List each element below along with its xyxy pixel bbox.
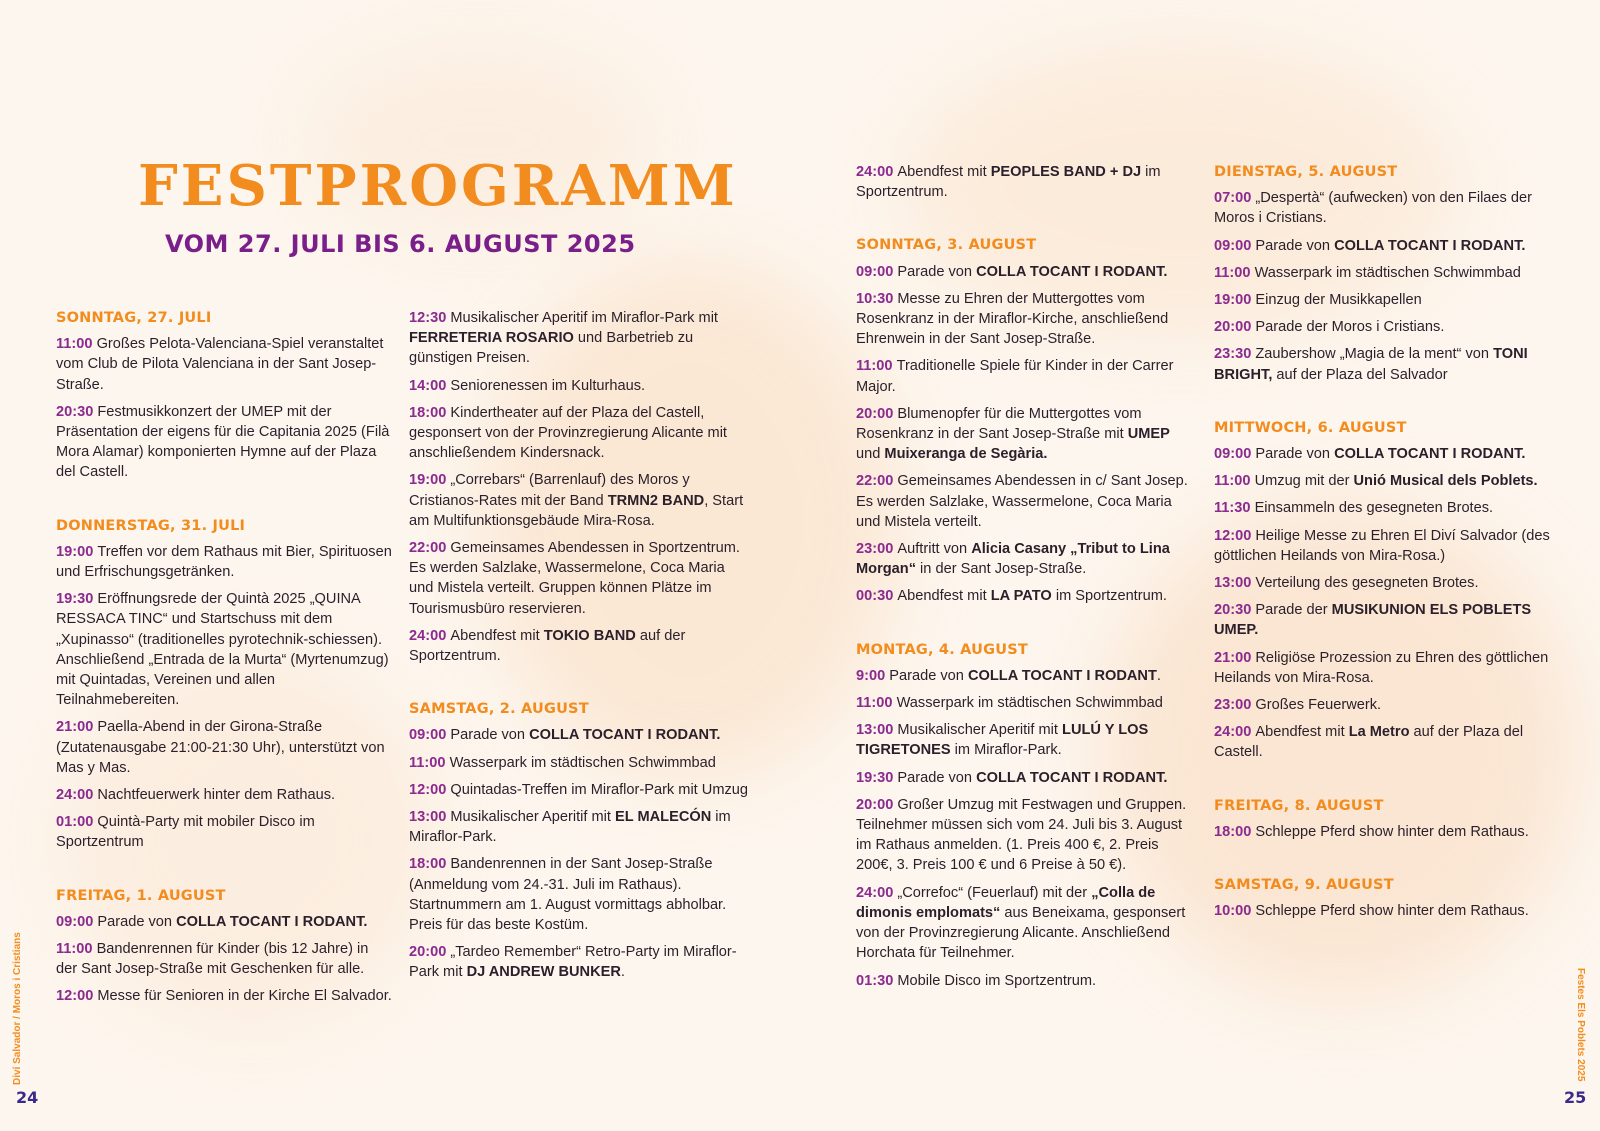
event-text: Auftritt von: [897, 541, 972, 558]
page-number-left: 24: [16, 1088, 39, 1107]
event-item: [56, 589, 392, 710]
event-time: 09:00: [856, 263, 898, 280]
event-text: Traditionelle Spiele für Kinder in der Carrer Major.: [856, 358, 1174, 395]
event-item: [856, 720, 1196, 760]
event-item: [56, 542, 392, 582]
event-text: Abendfest mit: [450, 627, 544, 644]
event-text: EL MALECÓN: [615, 809, 712, 826]
event-time: 12:30: [409, 310, 451, 326]
event-item: [409, 538, 749, 619]
event-time: 09:00: [1214, 446, 1256, 463]
event-text: Großes Feuerwerk.: [1255, 697, 1382, 714]
event-text: Messe zu Ehren der Muttergottes vom Rosenkranz in der Miraflor-Kirche, anschließend Ehrenwein in der Sant Josep-Straße.: [856, 290, 1169, 348]
event-text: Mobile Disco im Sportzentrum.: [897, 972, 1097, 989]
event-item: [856, 586, 1196, 606]
event-text: Parade der Moros i Cristians.: [1255, 319, 1445, 336]
section-gap: [409, 673, 749, 699]
event-item: [1214, 263, 1564, 283]
event-text: Treffen vor dem Rathaus mit Bier, Spirituosen und Erfrischungsgetränken.: [56, 543, 392, 581]
event-text: Kindertheater auf der Plaza del Castell, gesponsert von der Provinzregierung Alicante mit anschließendem Kindersnack.: [409, 404, 727, 462]
section-gap: [856, 209, 1196, 235]
event-text: „Colla de dimonis emplomats“: [856, 884, 1156, 921]
event-text: .: [1156, 667, 1161, 684]
event-text: COLLA TOCANT I RODANT.: [976, 769, 1168, 786]
event-text: COLLA TOCANT I RODANT.: [529, 727, 721, 744]
event-text: im Miraflor-Park.: [409, 809, 731, 846]
event-item: [56, 785, 392, 805]
event-item: [409, 376, 749, 396]
event-time: 21:00: [1214, 649, 1256, 666]
day-heading: SONNTAG, 27. JULI: [56, 310, 212, 326]
event-time: 13:00: [856, 722, 898, 739]
event-text: LULÚ Y LOS TIGRETONES: [856, 722, 1149, 759]
event-text: Parade von: [897, 263, 977, 280]
event-time: 12:00: [1214, 527, 1256, 544]
event-time: 18:00: [1214, 823, 1256, 840]
event-time: 09:00: [1214, 237, 1256, 254]
event-text: im Sportzentrum.: [856, 164, 1161, 201]
event-text: Quintà-Party mit mobiler Disco im Sportzentrum: [56, 814, 315, 851]
event-text: Nachtfeuerwerk hinter dem Rathaus.: [97, 787, 336, 804]
event-time: 11:00: [56, 941, 97, 958]
event-item: [56, 912, 392, 932]
event-item: [1214, 822, 1564, 842]
event-text: Eröffnungsrede der Quintà 2025 „QUINA RESSACA TINC“ und Startschuss mit dem „Xupinasso“ (traditionelles pyrotechnik-schiessen). Anschließend „Entrada de la Murta“ (Myrtenumzug) mit Quintadas, Vereinen und allen Teilnahmebereiten.: [56, 591, 389, 709]
event-text: „Tardeo Remember“ Retro-Party im Miraflor-Park mit: [409, 944, 737, 981]
side-label-right: Festes Els Poblets 2025: [1575, 968, 1586, 1082]
day-heading: FREITAG, 8. AUGUST: [1214, 797, 1384, 814]
day-heading: SAMSTAG, 9. AUGUST: [1214, 877, 1394, 894]
page-subtitle: VOM 27. JULI BIS 6. AUGUST 2025: [165, 230, 636, 258]
event-time: 20:00: [1214, 319, 1256, 336]
event-time: 24:00: [856, 164, 898, 180]
event-text: Zaubershow „Magia de la ment“ von: [1255, 346, 1494, 363]
event-text: TRMN2 BAND: [607, 492, 705, 509]
event-text: auf der Plaza del Salvador: [1272, 366, 1448, 383]
event-text: Muixeranga de Segària.: [884, 446, 1048, 463]
page-number-right: 25: [1564, 1088, 1587, 1107]
event-time: 18:00: [409, 856, 451, 873]
event-text: Parade von: [897, 769, 977, 786]
event-item: [856, 971, 1196, 991]
event-time: 11:00: [56, 336, 97, 353]
event-text: Verteilung des gesegneten Brotes.: [1255, 575, 1479, 592]
event-text: LA PATO: [990, 588, 1052, 605]
event-text: Parade von: [450, 727, 530, 744]
event-item: [1214, 317, 1564, 337]
day-heading: DONNERSTAG, 31. JULI: [56, 517, 246, 534]
event-text: Einsammeln des gesegneten Brotes.: [1254, 500, 1494, 517]
event-item: [856, 162, 1196, 202]
event-time: 10:30: [856, 290, 898, 307]
event-item: [56, 334, 392, 395]
event-text: MUSIKUNION ELS POBLETS UMEP.: [1214, 602, 1532, 639]
event-item: [1214, 471, 1564, 491]
event-time: 00:30: [856, 588, 898, 605]
event-time: 24:00: [56, 787, 98, 804]
event-time: 11:00: [409, 754, 450, 771]
event-text: in der Sant Josep-Straße.: [916, 561, 1087, 578]
event-text: Großer Umzug mit Festwagen und Gruppen. Teilnehmer müssen sich vom 24. Juli bis 3. August im Rathaus anmelden. (1. Preis 400 €, 2. Preis 200€, 3. Preis 100 € und 6 Preise à 50 €).: [856, 796, 1187, 874]
event-item: [409, 942, 749, 982]
event-text: PEOPLES BAND + DJ: [990, 164, 1142, 180]
event-text: Abendfest mit: [897, 588, 991, 605]
day-heading: SAMSTAG, 2. AUGUST: [409, 701, 589, 718]
event-item: [1214, 188, 1564, 228]
event-item: [856, 666, 1196, 686]
event-item: [1214, 722, 1564, 762]
event-time: 22:00: [856, 473, 898, 490]
event-time: 12:00: [56, 988, 98, 1005]
page-title: FESTPROGRAMM: [138, 153, 738, 219]
event-text: .: [620, 964, 625, 981]
event-text: La Metro: [1348, 724, 1410, 741]
event-item: [56, 939, 392, 979]
event-item: [856, 471, 1196, 532]
event-time: 13:00: [409, 809, 451, 826]
event-time: 11:00: [1214, 473, 1255, 490]
event-time: 09:00: [56, 913, 98, 930]
event-item: [409, 807, 749, 847]
schedule-column-4: [1214, 162, 1564, 928]
day-heading: MONTAG, 4. AUGUST: [856, 641, 1028, 658]
event-text: TOKIO BAND: [543, 627, 636, 644]
event-text: Parade von: [889, 667, 968, 684]
event-time: 01:00: [56, 814, 98, 831]
event-time: 24:00: [1214, 724, 1256, 741]
event-item: [56, 402, 392, 483]
section-gap: [56, 490, 392, 516]
event-item: [409, 470, 749, 531]
event-text: im Sportzentrum.: [1051, 588, 1167, 605]
event-item: [56, 986, 392, 1006]
event-item: [856, 262, 1196, 282]
event-time: 19:30: [856, 769, 898, 786]
event-time: 11:00: [856, 695, 897, 712]
event-item: [409, 308, 749, 369]
event-item: [1214, 648, 1564, 688]
event-text: Religiöse Prozession zu Ehren des göttlichen Heilands von Mira-Rosa.: [1214, 649, 1549, 686]
event-text: Gemeinsames Abendessen in Sportzentrum. Es werden Salzlake, Wassermelone, Coca Maria und Mistela verteilt. Gruppen können Plätze im Tourismusbüro reservieren.: [409, 540, 740, 617]
event-item: [856, 768, 1196, 788]
event-text: UMEP: [1127, 426, 1170, 443]
event-text: Alicia Casany „Tribut to Lina Morgan“: [856, 541, 1170, 578]
event-item: [1214, 236, 1564, 256]
event-item: [1214, 600, 1564, 640]
event-time: 24:00: [409, 627, 451, 644]
event-text: Quintadas-Treffen im Miraflor-Park mit Umzug: [450, 781, 749, 798]
side-label-left: Diví Salvador / Moros i Cristians: [12, 932, 23, 1085]
event-text: Abendfest mit: [897, 164, 991, 180]
event-text: , Start am Multifunktionsgebäude Mira-Rosa.: [409, 492, 744, 529]
event-text: Umzug mit der: [1254, 473, 1354, 490]
event-time: 11:00: [1214, 264, 1255, 281]
event-item: [1214, 526, 1564, 566]
event-item: [1214, 901, 1564, 921]
event-time: 09:00: [409, 727, 451, 744]
event-text: Schleppe Pferd show hinter dem Rathaus.: [1255, 903, 1529, 920]
event-text: COLLA TOCANT I RODANT.: [1334, 237, 1526, 254]
event-text: Musikalischer Aperitif mit: [897, 722, 1063, 739]
event-text: Gemeinsames Abendessen in c/ Sant Josep. Es werden Salzlake, Wassermelone, Coca Maria und Mistela verteilt.: [856, 473, 1188, 530]
schedule-column-1: [56, 308, 392, 1014]
event-time: 12:00: [409, 781, 451, 798]
day-heading: MITTWOCH, 6. AUGUST: [1214, 419, 1407, 436]
event-text: COLLA TOCANT I RODANT.: [976, 263, 1168, 280]
event-text: Seniorenessen im Kulturhaus.: [450, 377, 646, 394]
event-text: COLLA TOCANT I RODANT: [967, 667, 1157, 684]
section-gap: [56, 860, 392, 886]
event-item: [409, 854, 749, 935]
event-text: Heilige Messe zu Ehren El Diví Salvador (des göttlichen Heilands von Mira-Rosa.): [1214, 527, 1550, 564]
event-item: [856, 356, 1196, 396]
event-time: 9:00: [856, 667, 890, 684]
event-item: [56, 717, 392, 778]
day-heading: SONNTAG, 3. AUGUST: [856, 237, 1037, 254]
event-text: Abendfest mit: [1255, 724, 1349, 741]
event-item: [856, 795, 1196, 876]
event-text: „Correfoc“ (Feuerlauf) mit der: [897, 884, 1092, 901]
event-text: Musikalischer Aperitif im Miraflor-Park mit: [450, 310, 718, 326]
event-time: 13:00: [1214, 575, 1256, 592]
event-text: Bandenrennen in der Sant Josep-Straße (Anmeldung vom 24.-31. Juli im Rathaus). Startnummern am 1. August vormittags abholbar. Preis für das beste Kostüm.: [409, 856, 727, 934]
event-time: 23:00: [856, 541, 898, 558]
event-time: 19:00: [56, 543, 98, 560]
event-time: 11:30: [1214, 500, 1255, 517]
event-item: [56, 812, 392, 852]
event-time: 20:00: [409, 944, 451, 961]
event-time: 21:00: [56, 719, 98, 736]
event-item: [1214, 695, 1564, 715]
event-text: Unió Musical dels Poblets.: [1353, 473, 1538, 490]
event-item: [1214, 290, 1564, 310]
event-time: 24:00: [856, 884, 898, 901]
schedule-column-2: [409, 308, 749, 990]
event-item: [856, 404, 1196, 465]
event-text: und Barbetrieb zu günstigen Preisen.: [409, 330, 694, 367]
event-time: 01:30: [856, 972, 898, 989]
day-heading: DIENSTAG, 5. AUGUST: [1214, 164, 1398, 180]
day-heading: FREITAG, 1. AUGUST: [56, 887, 226, 904]
event-item: [1214, 498, 1564, 518]
event-time: 19:30: [56, 591, 98, 608]
event-item: [409, 725, 749, 745]
event-time: 23:00: [1214, 697, 1256, 714]
event-text: „Correbars“ (Barrenlauf) des Moros y Cristianos-Rates mit der Band: [409, 472, 690, 509]
event-item: [1214, 573, 1564, 593]
event-text: Messe für Senioren in der Kirche El Salvador.: [97, 988, 392, 1005]
event-time: 14:00: [409, 377, 451, 394]
event-text: „Despertà“ (aufwecken) von den Filaes der Moros i Cristians.: [1214, 190, 1532, 227]
event-text: Parade von: [97, 913, 177, 930]
event-text: COLLA TOCANT I RODANT.: [176, 913, 368, 930]
event-time: 20:00: [856, 405, 898, 422]
event-text: FERRETERIA ROSARIO: [409, 330, 574, 347]
event-text: Wasserpark im städtischen Schwimmbad: [896, 695, 1163, 712]
event-text: Wasserpark im städtischen Schwimmbad: [1254, 264, 1521, 281]
event-item: [1214, 444, 1564, 464]
event-text: Parade von: [1255, 446, 1335, 463]
event-time: 23:30: [1214, 346, 1256, 363]
event-item: [1214, 344, 1564, 384]
event-text: auf der Sportzentrum.: [409, 627, 686, 665]
event-time: 20:30: [1214, 602, 1256, 619]
event-item: [409, 753, 749, 773]
schedule-column-3: [856, 162, 1196, 998]
event-time: 10:00: [1214, 903, 1256, 920]
event-text: auf der Plaza del Castell.: [1214, 724, 1524, 761]
event-text: COLLA TOCANT I RODANT.: [1334, 446, 1526, 463]
event-item: [856, 883, 1196, 964]
event-item: [409, 780, 749, 800]
event-text: Großes Pelota-Valenciana-Spiel veranstaltet vom Club de Pilota Valenciana in der Sant Josep-Straße.: [56, 336, 384, 393]
event-time: 18:00: [409, 404, 451, 421]
event-time: 07:00: [1214, 190, 1256, 207]
event-text: und: [856, 446, 885, 463]
event-time: 19:00: [409, 472, 451, 489]
event-text: Schleppe Pferd show hinter dem Rathaus.: [1255, 823, 1529, 840]
event-time: 20:00: [856, 796, 898, 813]
event-text: Festmusikkonzert der UMEP mit der Präsentation der eigens für die Capitania 2025 (Filà Mora Alamar) komponierten Hymne auf der Plaza del Castell.: [56, 403, 390, 481]
event-time: 19:00: [1214, 292, 1256, 309]
event-text: Einzug der Musikkapellen: [1255, 292, 1422, 309]
event-text: Wasserpark im städtischen Schwimmbad: [449, 754, 716, 771]
event-item: [409, 403, 749, 464]
event-text: Musikalischer Aperitif mit: [450, 809, 616, 826]
event-text: Paella-Abend in der Girona-Straße (Zutatenausgabe 21:00-21:30 Uhr), unterstützt von Mas y Mas.: [56, 719, 385, 776]
event-text: TONI BRIGHT,: [1214, 346, 1528, 383]
event-item: [856, 693, 1196, 713]
event-text: Parade der: [1255, 602, 1332, 619]
section-gap: [856, 614, 1196, 640]
event-item: [856, 539, 1196, 579]
event-item: [409, 626, 749, 666]
event-text: im Miraflor-Park.: [950, 742, 1062, 759]
event-time: 11:00: [856, 358, 897, 375]
event-text: Parade von: [1255, 237, 1335, 254]
event-item: [856, 289, 1196, 350]
section-gap: [1214, 392, 1564, 418]
event-text: Bandenrennen für Kinder (bis 12 Jahre) in der Sant Josep-Straße mit Geschenken für alle.: [56, 941, 369, 978]
section-gap: [1214, 849, 1564, 875]
event-text: Blumenopfer für die Muttergottes vom Rosenkranz in der Sant Josep-Straße mit: [856, 405, 1142, 443]
section-gap: [1214, 770, 1564, 796]
event-time: 22:00: [409, 540, 451, 557]
event-time: 20:30: [56, 403, 98, 420]
event-text: aus Beneixama, gesponsert von der Provinzregierung Alicante. Anschließend Horchata für Teilnehmer.: [856, 904, 1186, 962]
event-text: DJ ANDREW BUNKER: [466, 964, 621, 981]
